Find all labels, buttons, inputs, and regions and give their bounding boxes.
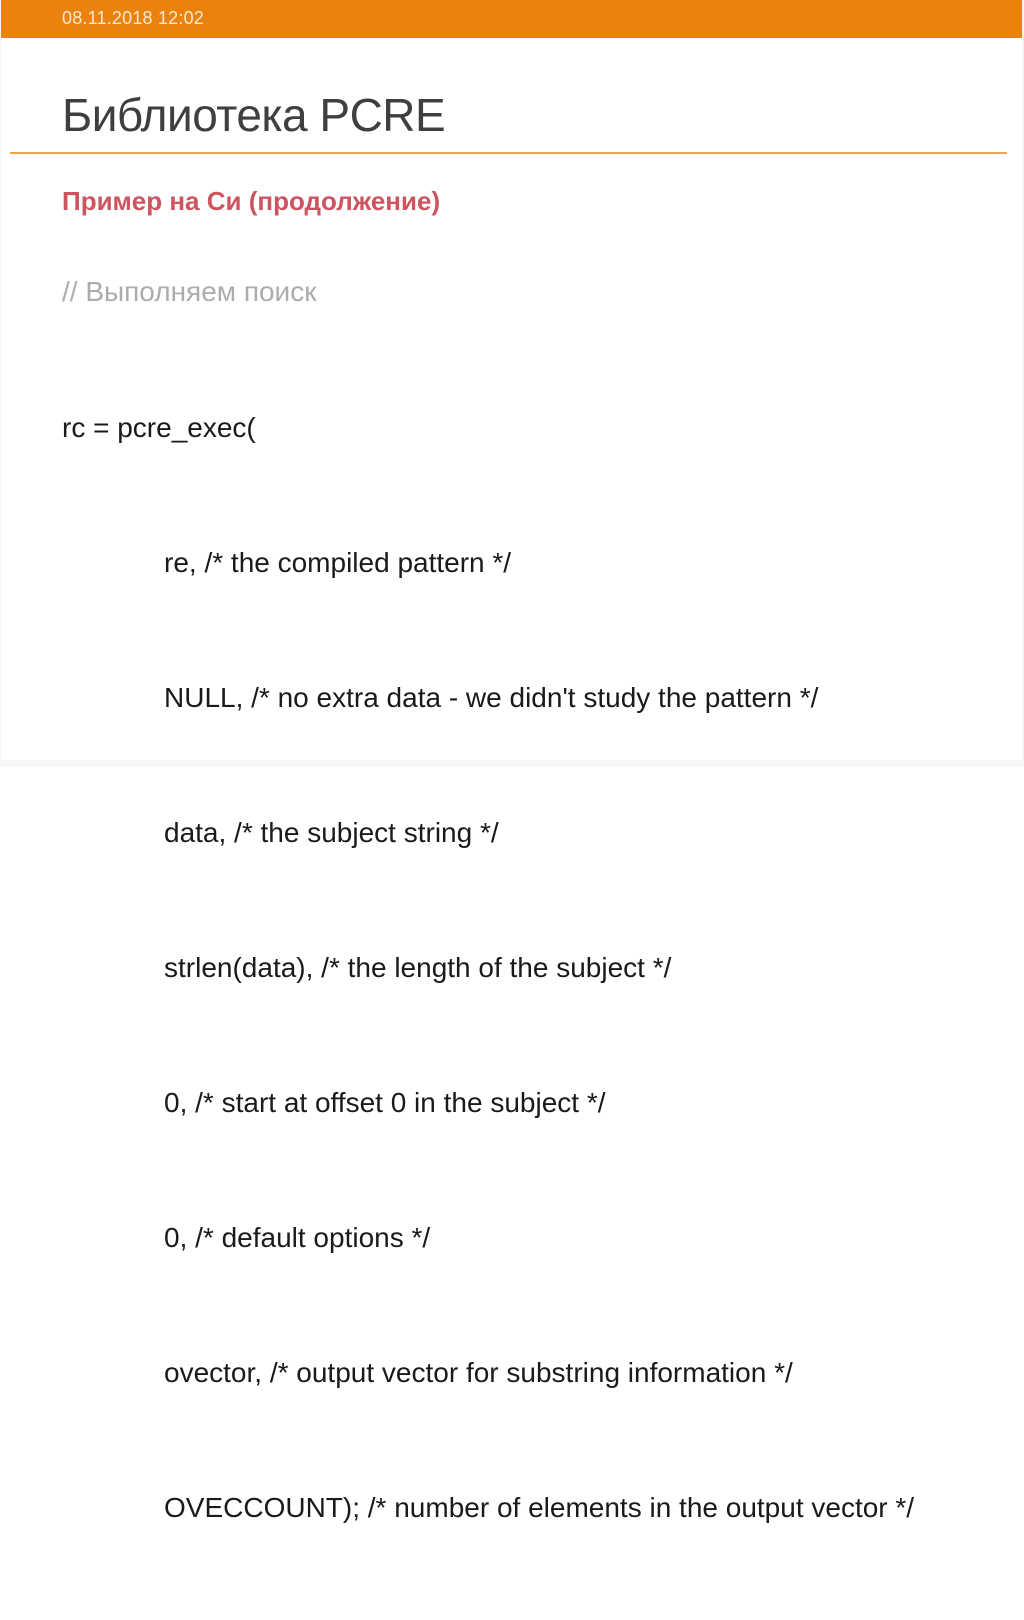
bottom-edge-strip <box>0 760 1024 767</box>
code-block <box>62 315 1004 1620</box>
code-arg-line: NULL, /* no extra data - we didn't study the pattern */ <box>164 682 819 713</box>
code-arg-line: data, /* the subject string */ <box>164 817 499 848</box>
left-edge-border <box>0 0 1 767</box>
page-title: Библиотека PCRE <box>62 89 446 141</box>
code-arg-line: 0, /* default options */ <box>164 1222 431 1253</box>
code-arg-line: strlen(data), /* the length of the subject */ <box>164 952 672 983</box>
code-arg-line: re, /* the compiled pattern */ <box>164 547 512 578</box>
title-underline-divider <box>10 152 1007 154</box>
top-bar <box>0 0 1024 38</box>
code-comment-line: // Выполняем поиск <box>62 276 317 307</box>
timestamp-label: 08.11.2018 12:02 <box>62 8 204 28</box>
code-opening-line: rc = pcre_exec( <box>62 412 256 443</box>
code-arg-line: ovector, /* output vector for substring information */ <box>164 1357 793 1388</box>
slide-subtitle: Пример на Си (продолжение) <box>62 186 441 216</box>
code-arg-line: OVECCOUNT); /* number of elements in the output vector */ <box>164 1492 915 1523</box>
code-arg-line: 0, /* start at offset 0 in the subject */ <box>164 1087 606 1118</box>
